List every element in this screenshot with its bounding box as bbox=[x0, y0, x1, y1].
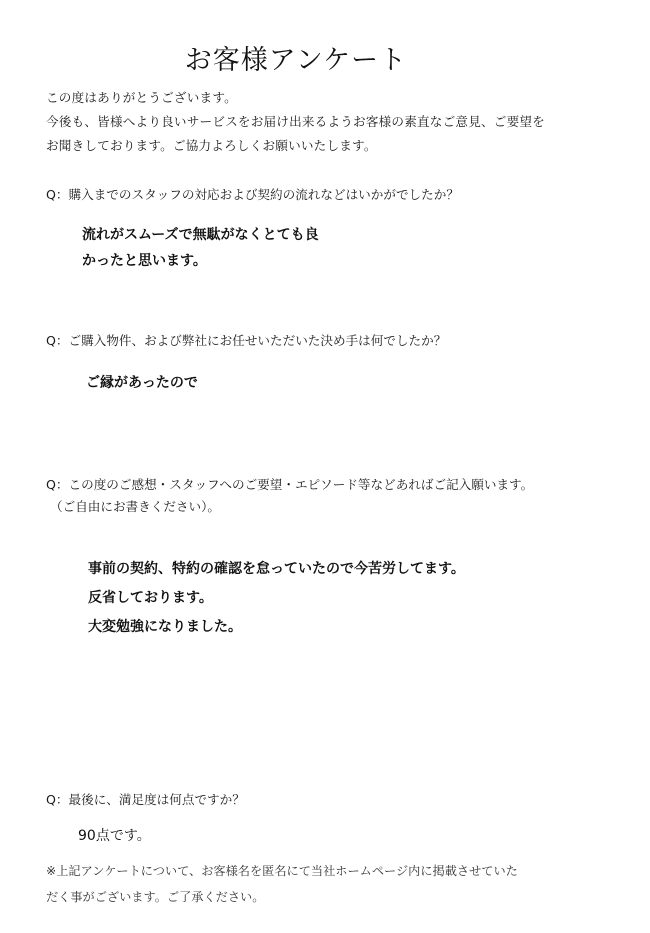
question-3-subtext: （ご自由にお書きください）。 bbox=[50, 499, 221, 514]
question-4 bbox=[46, 789, 245, 811]
answer-3-line: 大変勉強になりました。 bbox=[88, 619, 242, 635]
answer-1-line: かったと思います。 bbox=[82, 253, 207, 269]
question-2-text: Q：ご購入物件、および弊社にお任せいただいた決め手は何でしたか？ bbox=[46, 333, 447, 348]
footer-note-line: ※上記アンケートについて、お客様名を匿名にて当社ホームページ内に掲載させていた bbox=[46, 864, 518, 878]
page-title: お客様アンケート bbox=[184, 45, 408, 76]
answer-4-line: 90点です。 bbox=[78, 828, 151, 844]
answer-3 bbox=[88, 555, 465, 642]
answer-4 bbox=[78, 823, 151, 849]
question-1 bbox=[46, 184, 459, 206]
footer-note bbox=[46, 858, 616, 910]
answer-1 bbox=[82, 222, 319, 274]
answer-2 bbox=[86, 370, 198, 396]
answer-3-line: 事前の契約、特約の確認を怠っていたので今苦労してます。 bbox=[88, 561, 465, 577]
intro-line: 今後も、皆様へより良いサービスをお届け出来るようお客様の素直なご意見、ご要望を bbox=[46, 114, 545, 129]
answer-1-line: 流れがスムーズで無駄がなくとても良 bbox=[82, 227, 319, 243]
intro-line: お聞きしております。ご協力よろしくお願いいたします。 bbox=[46, 138, 377, 153]
answer-2-line: ご縁があったので bbox=[86, 375, 198, 391]
intro-line: この度はありがとうございます。 bbox=[46, 90, 237, 105]
question-3-text: Q：この度のご感想・スタッフへのご要望・エピソード等などあればご記入願います。 bbox=[46, 477, 534, 492]
footer-note-line: だく事がございます。ご了承ください。 bbox=[46, 890, 265, 904]
question-4-text: Q：最後に、満足度は何点ですか？ bbox=[46, 792, 245, 807]
question-1-text: Q：購入までのスタッフの対応および契約の流れなどはいかがでしたか？ bbox=[46, 187, 459, 202]
answer-3-line: 反省しております。 bbox=[88, 590, 213, 606]
question-2 bbox=[46, 330, 446, 352]
question-3 bbox=[46, 474, 533, 518]
intro-text bbox=[46, 86, 616, 158]
